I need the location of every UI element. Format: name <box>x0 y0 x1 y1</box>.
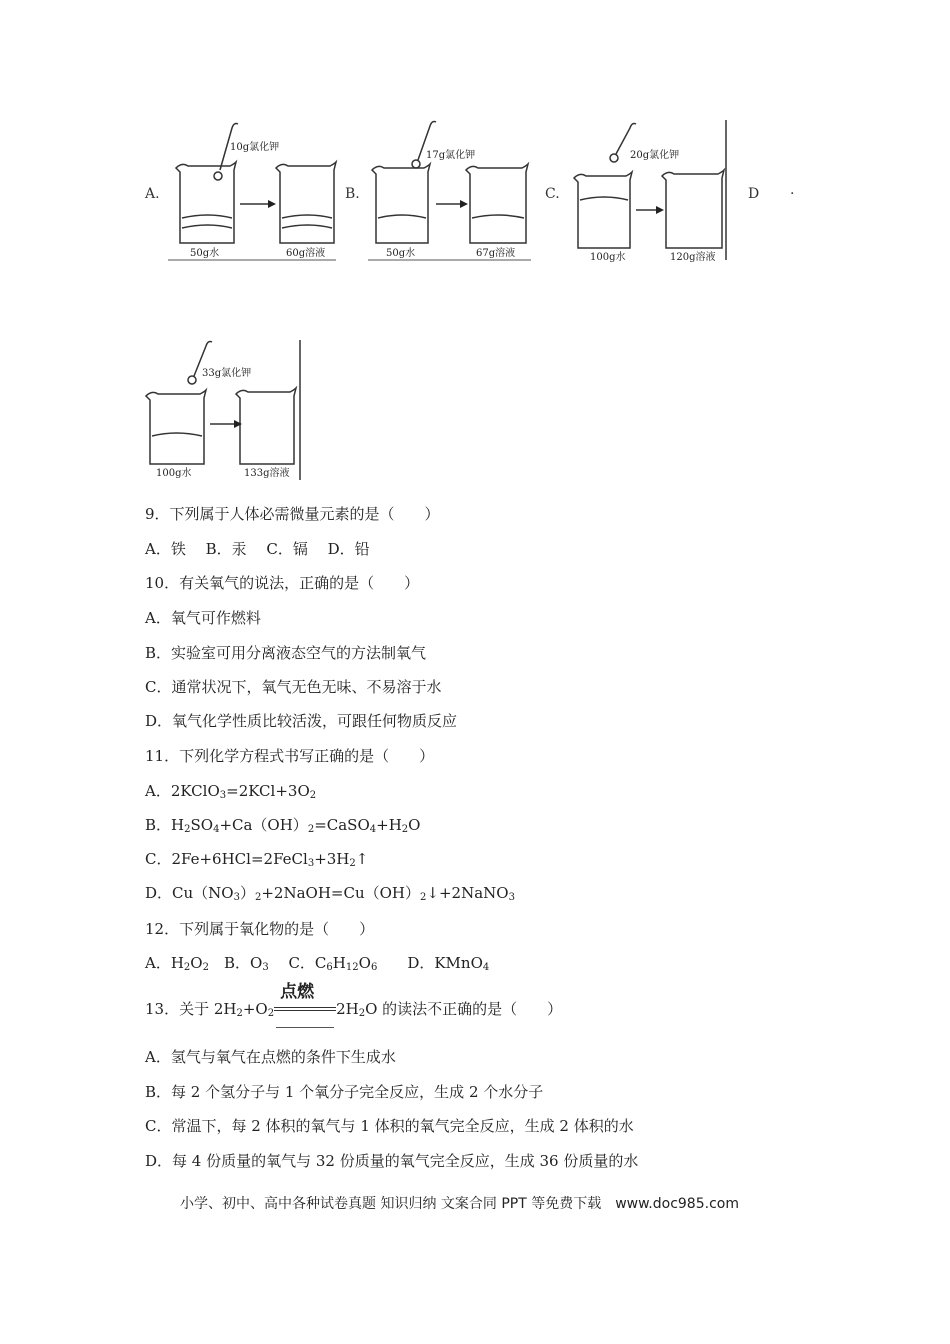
left-beaker-label: 100g水 <box>590 252 626 263</box>
q10-option-b: B．实验室可用分离液态空气的方法制氧气 <box>145 644 427 662</box>
q11-stem: 11．下列化学方程式书写正确的是（ ） <box>145 747 435 765</box>
q9-options: A．铁 B．汞 C．镉 D．铅 <box>145 540 370 558</box>
q11-option-b: B．$H_2SO_4+Ca(OH)_2=CaSO_4+H_2O$ <box>145 816 421 835</box>
q12-options: A．$H_2O_2$ B．$O_3$ C．$C_6H_{12}O_6$ D．KMnO$_4$ <box>145 954 490 973</box>
left-beaker-label: 50g水 <box>190 248 220 259</box>
q10-option-c: C．通常状况下，氧气无色无味、不易溶于水 <box>145 678 442 696</box>
figure-option-a <box>168 118 338 263</box>
figure-option-c <box>570 120 730 265</box>
q13-option-b: B．每 2 个氢分子与 1 个氧分子完全反应，生成 2 个水分子 <box>145 1083 544 1101</box>
option-d-label: D <box>748 186 760 202</box>
q11-option-d: D．$Cu(NO_3)_2+2NaOH=Cu(OH)_2↓+2NaNO_3$ <box>145 884 515 903</box>
reaction-condition: 点燃 <box>274 1001 336 1019</box>
right-beaker-label: 60g溶液 <box>286 248 326 259</box>
figure-option-d <box>140 336 305 484</box>
q10-stem: 10．有关氧气的说法，正确的是（ ） <box>145 574 420 592</box>
q13-stem: 13．关于 $2H_2+O_2$ 点燃 $2H_2O$ 的读法不正确的是（ ） <box>145 998 562 1019</box>
q13-option-a: A．氢气与氧气在点燃的条件下生成水 <box>145 1048 396 1066</box>
left-beaker-label: 100g水 <box>156 468 192 479</box>
q10-option-d: D．氧气化学性质比较活泼，可跟任何物质反应 <box>145 712 458 730</box>
right-beaker-label: 67g溶液 <box>476 248 516 259</box>
q10-option-a: A．氧气可作燃料 <box>145 609 261 627</box>
q11-option-a: A．$2KClO_3=2KCl+3O_2$ <box>145 782 317 801</box>
right-beaker-label: 120g溶液 <box>670 252 716 263</box>
option-b-label: B. <box>345 186 360 202</box>
q11-option-c: C．$2Fe+6HCl=2FeCl_3+3H_2↑$ <box>145 850 369 869</box>
q12-stem: 12．下列属于氧化物的是（ ） <box>145 920 375 938</box>
option-a-label: A. <box>145 186 160 202</box>
footer-text: 小学、初中、高中各种试卷真题 知识归纳 文案合同 PPT 等免费下载 www.doc985.com <box>180 1196 739 1212</box>
q9-stem: 9．下列属于人体必需微量元素的是（ ） <box>145 505 440 523</box>
q13-option-d: D．每 4 份质量的氧气与 32 份质量的氧气完全反应，生成 36 份质量的水 <box>145 1152 639 1170</box>
left-beaker-label: 50g水 <box>386 248 416 259</box>
spoon-label: 10g氯化钾 <box>230 142 280 153</box>
spoon-label: 17g氯化钾 <box>426 150 476 161</box>
figure-option-b <box>368 118 533 263</box>
spoon-label: 20g氯化钾 <box>630 150 680 161</box>
option-d-dot: . <box>790 182 795 198</box>
q13-option-c: C．常温下，每 2 体积的氧气与 1 体积的氧气完全反应，生成 2 体积的水 <box>145 1117 634 1135</box>
spoon-label: 33g氯化钾 <box>202 368 252 379</box>
option-c-label: C. <box>545 186 560 202</box>
right-beaker-label: 133g溶液 <box>244 468 290 479</box>
